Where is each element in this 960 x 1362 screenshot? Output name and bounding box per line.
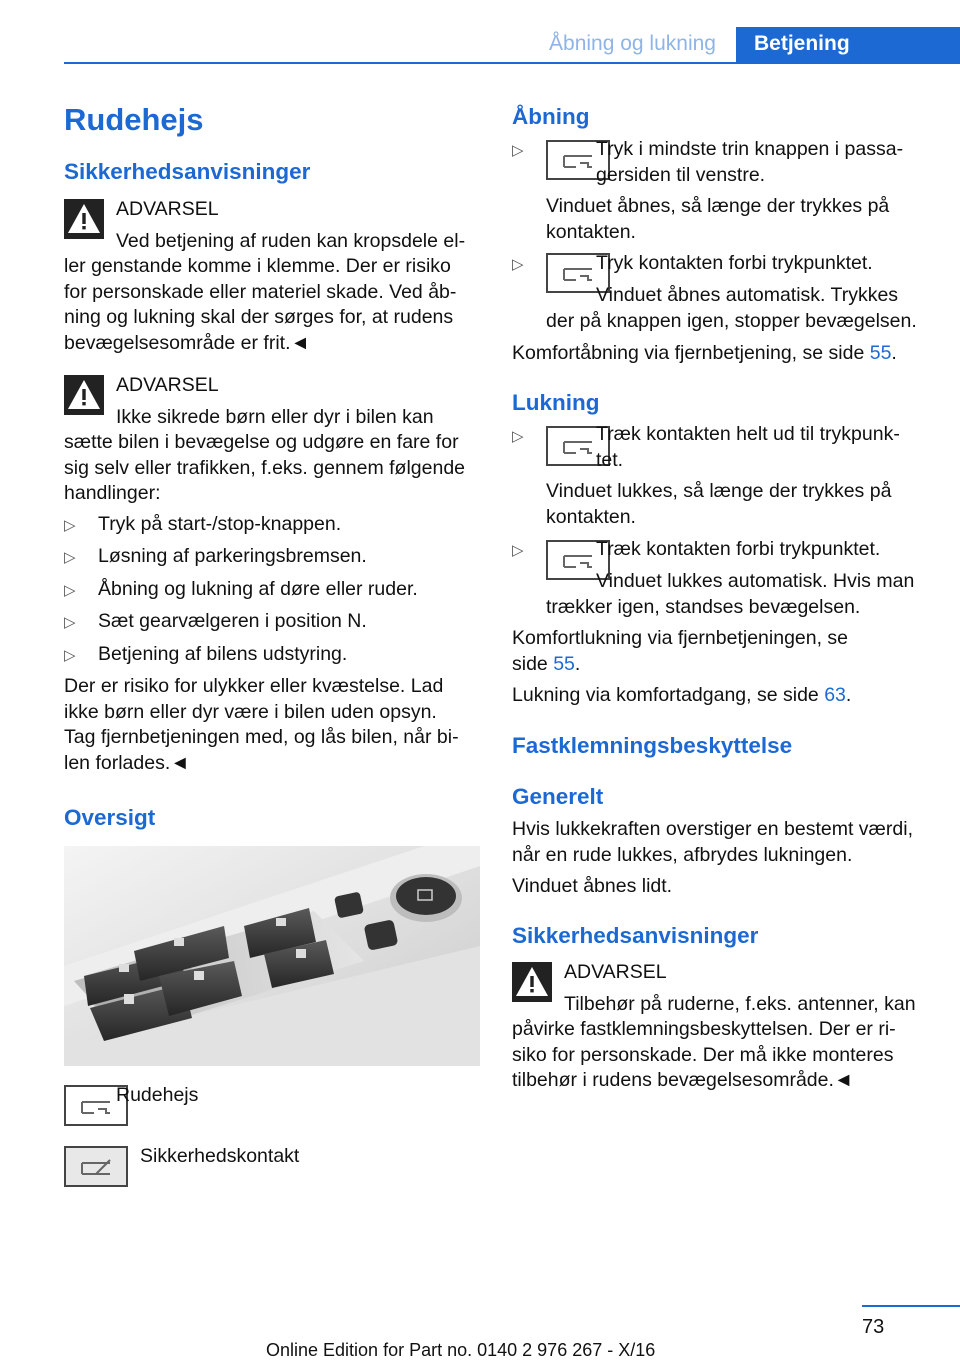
window-opens-text: Vinduet åbnes lidt. (512, 875, 673, 897)
bullet-icon: ▷ (512, 428, 524, 445)
safety-heading-right: Sikkerhedsanvisninger (512, 923, 759, 948)
page-number: 73 (862, 1316, 885, 1338)
comfort-close-text: Komfortlukning via fjernbetjeningen, se side 55. (512, 627, 849, 675)
warning-icon (64, 375, 104, 415)
list-item: Betjening af bilens udstyring. (98, 643, 348, 665)
warning-text-first: Ikke sikrede børn eller dyr i bilen kan (116, 406, 434, 428)
step-text: Vinduet lukkes, så længe der trykkes på kontakten. (546, 480, 892, 528)
window-switch-panel-photo (64, 846, 480, 1066)
bullet-icon: ▷ (512, 256, 524, 273)
legend-label: Rudehejs (116, 1084, 199, 1106)
page-ref-link[interactable]: 55 (869, 342, 892, 364)
opening-heading: Åbning (512, 104, 590, 129)
warning-text: påvirke fastklemningsbeskyttelsen. Der er ri- siko for personskade. Der må ikke monteres tilbehør i rudens bevægelsesområde.◄ (512, 1018, 896, 1091)
safety-heading-left: Sikkerhedsanvisninger (64, 159, 311, 184)
warning-label: ADVARSEL (116, 374, 219, 396)
page-ref-link[interactable]: 55 (553, 652, 575, 675)
bullet-icon: ▷ (64, 582, 76, 599)
footer-rule (862, 1305, 960, 1307)
safety-switch-icon (64, 1146, 128, 1187)
step-text: Træk kontakten forbi trykpunktet. (596, 538, 881, 560)
step-text: Tryk kontakten forbi trykpunktet. (596, 252, 873, 274)
overview-heading: Oversigt (64, 805, 156, 830)
warning-label: ADVARSEL (564, 961, 667, 983)
warning-label: ADVARSEL (116, 198, 219, 220)
page-ref-link[interactable]: 63 (824, 684, 846, 706)
warning-icon (512, 962, 552, 1002)
legend-label: Sikkerhedskontakt (140, 1145, 300, 1167)
edition-footer: Online Edition for Part no. 0140 2 976 267 - X/16 (266, 1340, 656, 1360)
step-text: Træk kontakten helt ud til trykpunk- tet. (596, 423, 900, 471)
header-section-tab: Åbning og lukning (549, 32, 716, 55)
comfort-access-text: Lukning via komfortadgang, se side 63. (512, 684, 852, 706)
step-text: Vinduet lukkes automatisk. Hvis man trækker igen, standses bevægelsen. (546, 570, 915, 618)
warning-text-first: Ved betjening af ruden kan kropsdele el- (116, 230, 466, 252)
bullet-icon: ▷ (64, 549, 76, 566)
page-title: Rudehejs (64, 102, 204, 137)
list-item: Åbning og lukning af døre eller ruder. (98, 578, 418, 600)
list-item: Løsning af parkeringsbremsen. (98, 545, 367, 567)
pinch-protection-heading: Fastklemningsbeskyttelse (512, 733, 793, 758)
comfort-open-text: Komfortåbning via fjernbetjening, se side 55. (512, 342, 897, 364)
list-item: Sæt gearvælgeren i position N. (98, 610, 367, 632)
bullet-icon: ▷ (64, 647, 76, 664)
bullet-icon: ▷ (64, 517, 76, 534)
general-text: Hvis lukkekraften overstiger en bestemt værdi, når en rude lukkes, afbrydes lukningen. (512, 818, 913, 866)
header-rule (64, 62, 960, 64)
warning-icon (64, 199, 104, 239)
closing-heading: Lukning (512, 390, 600, 415)
risk-text: Der er risiko for ulykker eller kvæstelse. Lad ikke børn eller dyr være i bilen uden opsyn. Tag fjernbetjeningen med, og lås bilen, når bi- len forlades.◄ (64, 675, 459, 774)
step-text: Tryk i mindste trin knappen i passa- gersiden til venstre. (596, 138, 904, 186)
warning-text: ler genstande komme i klemme. Der er risiko for personskade eller materiel skade. Ved åb- ning og lukning skal der sørges for, at rudens bevægelsesområde er frit.◄ (64, 255, 457, 354)
warning-text: sætte bilen i bevægelse og udgøre en fare for sig selv eller trafikken, f.eks. gennem følgende handlinger: (64, 431, 466, 504)
warning-text-first: Tilbehør på ruderne, f.eks. antenner, kan (564, 993, 916, 1015)
list-item: Tryk på start-/stop-knappen. (98, 513, 342, 535)
bullet-icon: ▷ (512, 142, 524, 159)
bullet-icon: ▷ (512, 542, 524, 559)
bullet-icon: ▷ (64, 614, 76, 631)
general-heading: Generelt (512, 784, 604, 809)
step-text: Vinduet åbnes, så længe der trykkes på kontakten. (546, 195, 890, 243)
step-text: Vinduet åbnes automatisk. Trykkes der på knappen igen, stopper bevægelsen. (546, 284, 917, 332)
header-chapter-tab: Betjening (736, 27, 960, 62)
